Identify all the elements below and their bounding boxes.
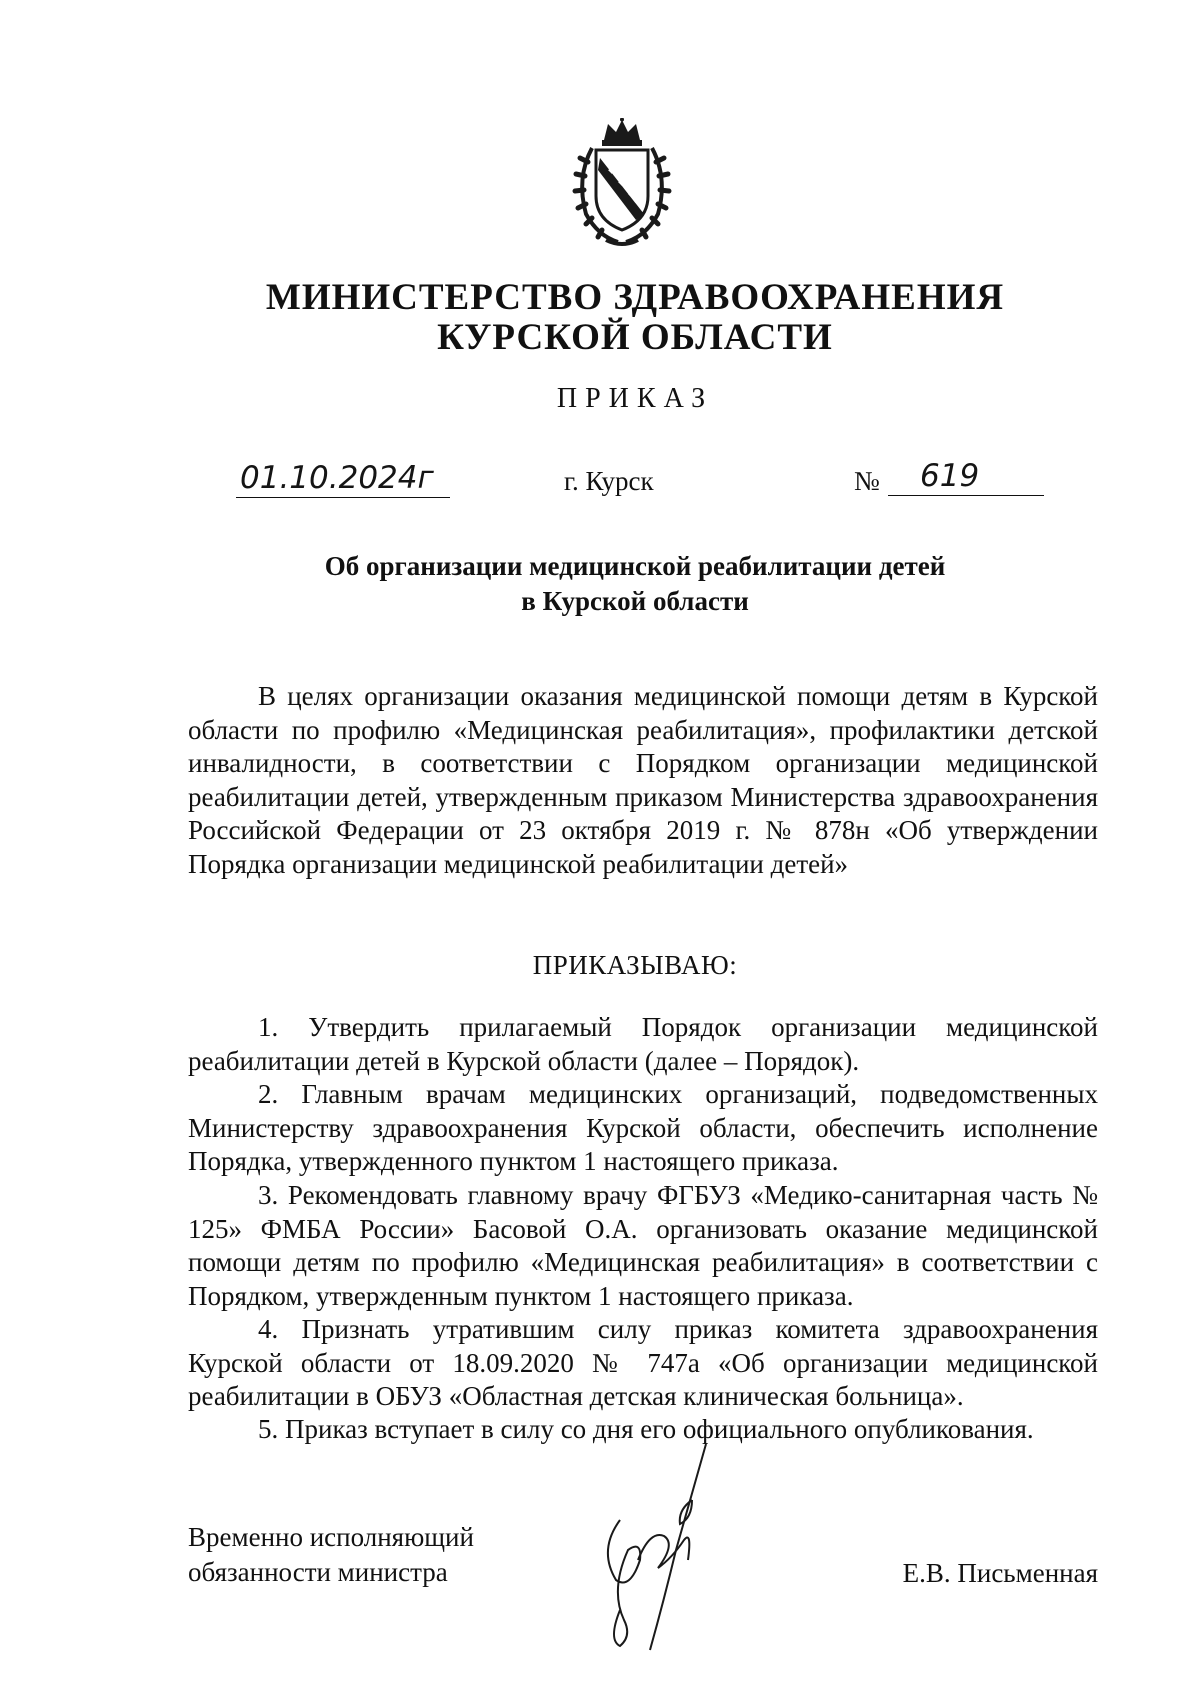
org-name-line1: МИНИСТЕРСТВО ЗДРАВООХРАНЕНИЯ [265,277,1005,318]
order-item-2: 2. Главным врачам медицинских организаций, подведомственных Министерству здравоохранения Курской области, обеспечить исполнение Порядка, утвержденного пунктом 1 настоящего приказа. [188,1079,1098,1176]
doc-type-title: ПРИКАЗ [556,383,714,414]
city-label: г. Курск [564,466,654,496]
coat-of-arms-icon [560,118,684,248]
number-label: № [854,466,880,496]
preamble-paragraph: В целях организации оказания медицинской помощи детям в Курской области по профилю «Медицинская реабилитация», профилактики детской инвалидности, в соответствии с Порядком организации медицинской реабилитации детей, утвержденным приказом Министерства здравоохранения Российской Федерации от 23 октября 2019 г. № 878н «Об утверждении Порядка организации медицинской реабилитации детей» [188,681,1098,879]
signatory-title [188,1520,474,1590]
signatory-name: Е.В. Письменная [902,1558,1098,1588]
ordering-word: ПРИКАЗЫВАЮ: [532,950,738,980]
org-name-line2: КУРСКОЙ ОБЛАСТИ [437,317,833,358]
order-item-5: 5. Приказ вступает в силу со дня его официального опубликования. [258,1414,1034,1444]
handwritten-date: 01.10.2024г [236,458,450,498]
order-item-4: 4. Признать утратившим силу приказ комитета здравоохранения Курской области от 18.09.2020 № 747а «Об организации медицинской реабилитации в ОБУЗ «Областная детская клиническая больница». [188,1314,1098,1411]
subject-line2: в Курской области [521,586,749,616]
order-item-3: 3. Рекомендовать главному врачу ФГБУЗ «Медико-санитарная часть № 125» ФМБА России» Басовой О.А. организовать оказание медицинской помощи детям по профилю «Медицинская реабилитация» в соответствии с Порядком, утвержденным пунктом 1 настоящего приказа. [188,1180,1098,1311]
handwritten-signature-icon [580,1440,760,1660]
signatory-title-line1: Временно исполняющий [188,1522,474,1552]
subject-line1: Об организации медицинской реабилитации детей [324,551,946,581]
order-item-1: 1. Утвердить прилагаемый Порядок организации медицинской реабилитации детей в Курской области (далее – Порядок). [188,1012,1098,1076]
signatory-title-line2: обязанности министра [188,1557,448,1587]
handwritten-number: 619 [888,456,1044,496]
